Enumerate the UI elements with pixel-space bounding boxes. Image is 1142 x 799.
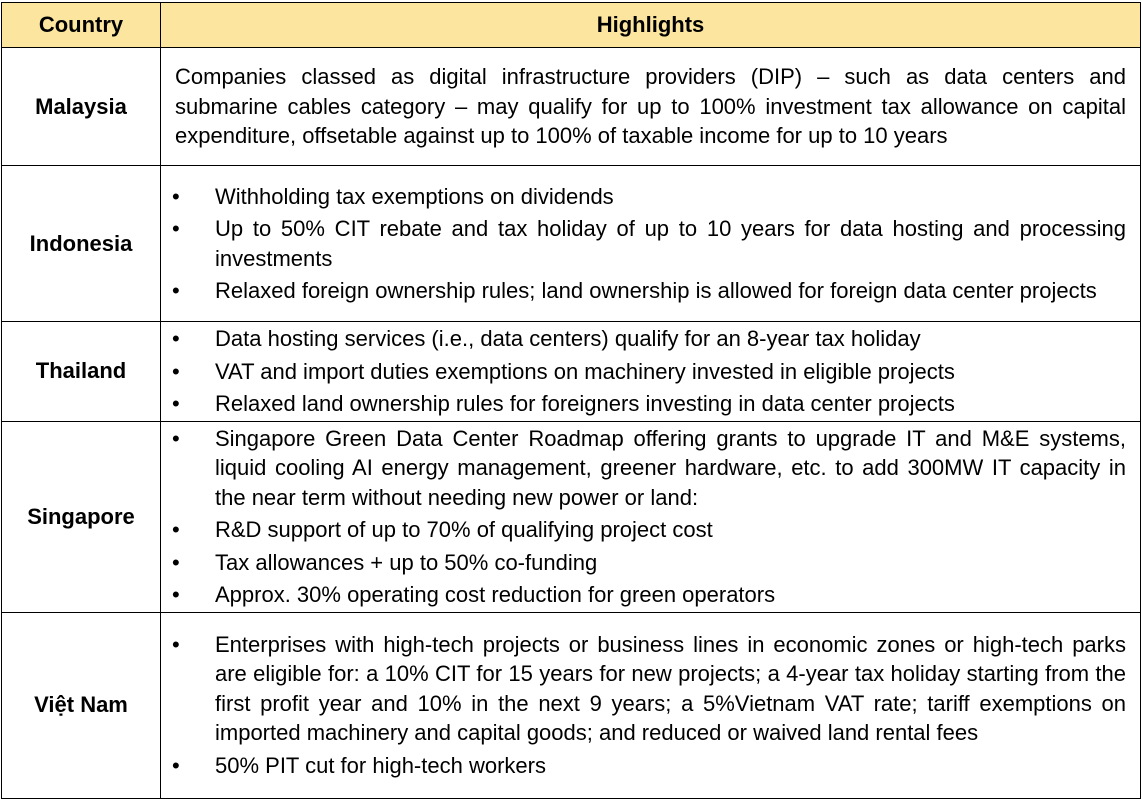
list-item-text: Approx. 30% operating cost reduction for green operators — [215, 582, 776, 607]
bullet-icon: • — [172, 582, 180, 607]
bullet-icon: • — [172, 752, 180, 778]
highlights-cell — [161, 48, 1141, 166]
list-item-text: Enterprises with high-tech projects or business lines in economic zones or high-tech parks are eligible for: a 10% CIT for 15 years for new projects; a 4-year tax holiday starting from the first profit year and 10% in the next 9 years; a 5%Vietnam VAT rate; tariff exemptions on imported machinery and capital goods; and reduced or waived land rental fees — [215, 631, 1126, 746]
highlight-paragraph: Companies classed as digital infrastructure providers (DIP) – such as data centers and submarine cables category – may qualify for up to 100% investment tax allowance on capital expenditure, offsetable against up to 100% of taxable income for up to 10 years — [175, 64, 1126, 149]
bullet-icon: • — [172, 549, 180, 575]
country-cell: Indonesia — [2, 166, 161, 322]
highlight-list — [161, 322, 1140, 421]
list-item — [161, 389, 1126, 419]
list-item — [161, 357, 1126, 387]
table-row-indonesia — [2, 166, 1141, 322]
incentives-table — [1, 2, 1141, 799]
table-row-singapore — [2, 421, 1141, 612]
bullet-icon: • — [172, 216, 180, 241]
country-cell: Việt Nam — [2, 612, 161, 798]
highlights-cell — [161, 166, 1141, 322]
bullet-icon: • — [172, 326, 180, 351]
list-item — [161, 515, 1126, 545]
table-row-malaysia — [2, 48, 1141, 166]
list-item — [161, 580, 1126, 610]
list-item-text: Data hosting services (i.e., data centers) qualify for an 8-year tax holiday — [215, 326, 921, 351]
bullet-icon: • — [172, 183, 180, 209]
list-item — [161, 630, 1126, 748]
list-item — [161, 214, 1126, 273]
bullet-icon: • — [172, 631, 180, 657]
list-item-text: VAT and import duties exemptions on machinery invested in eligible projects — [215, 358, 955, 384]
bullet-icon: • — [172, 358, 180, 384]
highlights-cell — [161, 612, 1141, 798]
list-item — [161, 276, 1126, 306]
bullet-icon: • — [172, 391, 180, 416]
list-item-text: 50% PIT cut for high-tech workers — [215, 752, 546, 778]
country-cell: Thailand — [2, 322, 161, 422]
table-row-vietnam — [2, 612, 1141, 798]
header-country: Country — [2, 3, 161, 48]
highlights-cell — [161, 322, 1141, 422]
list-item-text: Up to 50% CIT rebate and tax holiday of up to 10 years for data hosting and processing investments — [215, 216, 1126, 271]
list-item-text: Withholding tax exemptions on dividends — [215, 183, 614, 209]
country-cell: Singapore — [2, 421, 161, 612]
list-item — [161, 424, 1126, 513]
list-item-text: Relaxed land ownership rules for foreigners investing in data center projects — [215, 391, 955, 416]
highlights-cell — [161, 421, 1141, 612]
bullet-icon: • — [172, 517, 180, 542]
list-item — [161, 182, 1126, 212]
country-cell: Malaysia — [2, 48, 161, 166]
table-row-thailand — [2, 322, 1141, 422]
list-item-text: R&D support of up to 70% of qualifying project cost — [215, 517, 713, 542]
highlight-list — [161, 422, 1140, 612]
list-item-text: Relaxed foreign ownership rules; land ownership is allowed for foreign data center projects — [215, 278, 1097, 303]
bullet-icon: • — [172, 278, 180, 303]
bullet-icon: • — [172, 425, 180, 451]
header-highlights: Highlights — [161, 3, 1141, 48]
header-row — [2, 3, 1141, 48]
highlight-list — [161, 180, 1140, 308]
list-item-text: Singapore Green Data Center Roadmap offering grants to upgrade IT and M&E systems, liquid cooling AI energy management, greener hardware, etc. to add 300MW IT capacity in the near term without needing new power or land: — [215, 425, 1126, 510]
list-item-text: Tax allowances + up to 50% co-funding — [215, 549, 598, 575]
list-item — [161, 548, 1126, 578]
highlight-list — [161, 628, 1140, 783]
list-item — [161, 751, 1126, 781]
list-item — [161, 324, 1126, 354]
